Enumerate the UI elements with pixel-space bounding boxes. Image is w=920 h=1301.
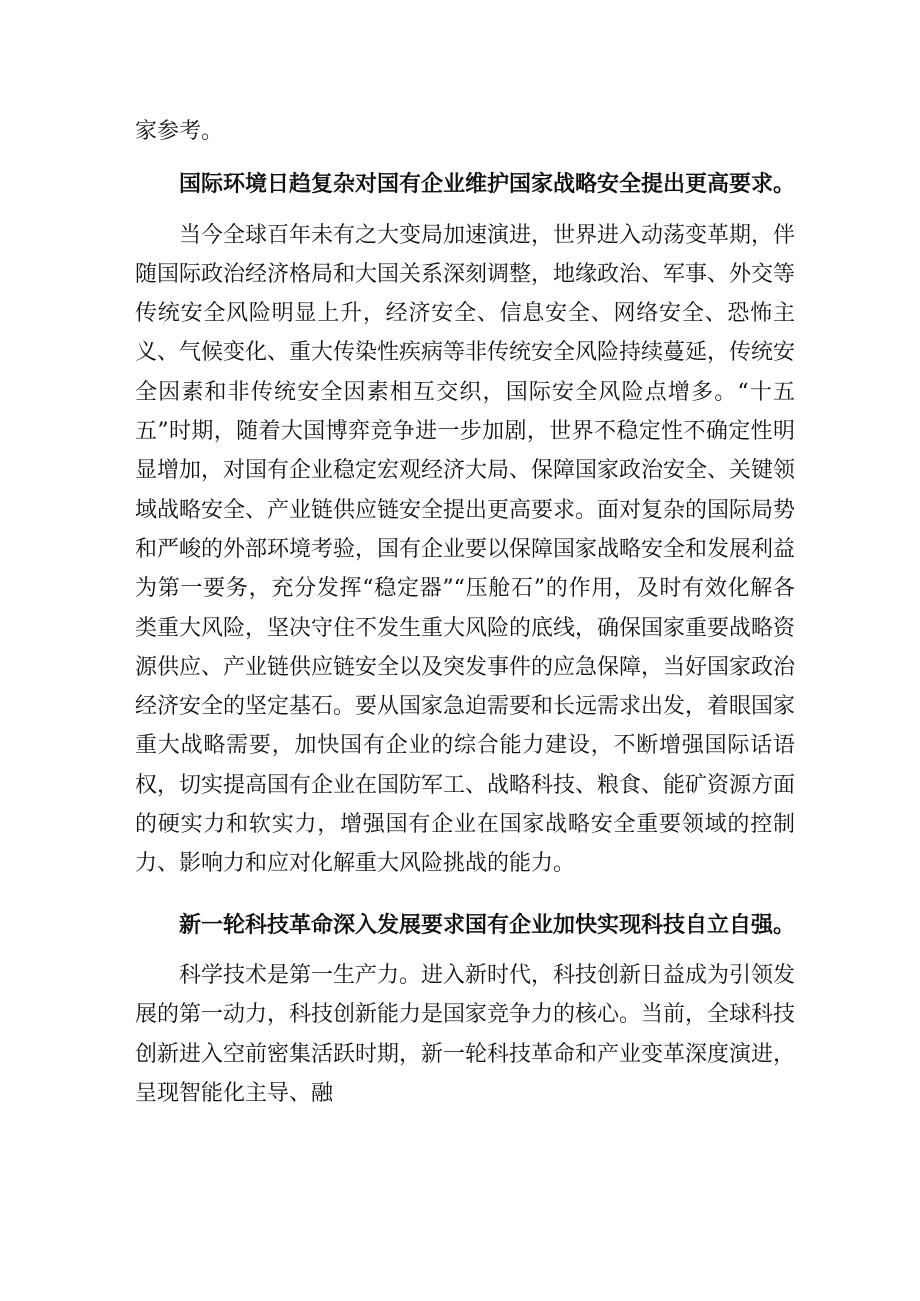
section-heading-tech-revolution: 新一轮科技革命深入发展要求国有企业加快实现科技自立自强。 <box>179 912 796 938</box>
section-body-international-environment: 当今全球百年未有之大变局加速演进，世界进入动荡变革期，伴随国际政治经济格局和大国关系深刻调整，地缘政治、军事、外交等传统安全风险明显上升，经济安全、信息安全、网络安全、恐怖主义、气候变化、重大传染性疾病等非传统安全风险持续蔓延，传统安全因素和非传统安全因素相互交织，国际安全风险点增多。“十五五”时期，随着大国博弈竞争进一步加剧，世界不稳定性不确定性明显增加，对国有企业稳定宏观经济大局、保障国家政治安全、关键领域战略安全、产业链供应链安全提出更高要求。面对复杂的国际局势和严峻的外部环境考验，国有企业要以保障国家战略安全和发展利益为第一要务，充分发挥“稳定器”“压舱石”的作用，及时有效化解各类重大风险，坚决守住不发生重大风险的底线，确保国家重要战略资源供应、产业链供应链安全以及突发事件的应急保障，当好国家政治经济安全的坚定基石。要从国家急迫需要和长远需求出发，着眼国家重大战略需要，加快国有企业的综合能力建设，不断增强国际话语权，切实提高国有企业在国防军工、战略科技、粮食、能矿资源方面的硬实力和软实力，增强国有企业在国家战略安全重要领域的控制力、影响力和应对化解重大风险挑战的能力。 <box>135 222 796 877</box>
continuation-paragraph: 家参考。 <box>135 119 224 144</box>
section-heading-international-environment: 国际环境日趋复杂对国有企业维护国家战略安全提出更高要求。 <box>179 172 796 198</box>
document-content <box>135 112 795 1113</box>
section-body-tech-revolution: 科学技术是第一生产力。进入新时代，科技创新日益成为引领发展的第一动力，科技创新能力是国家竞争力的核心。当前，全球科技创新进入空前密集活跃时期，新一轮科技革命和产业变革深度演进，呈现智能化主导、融 <box>135 962 796 1106</box>
